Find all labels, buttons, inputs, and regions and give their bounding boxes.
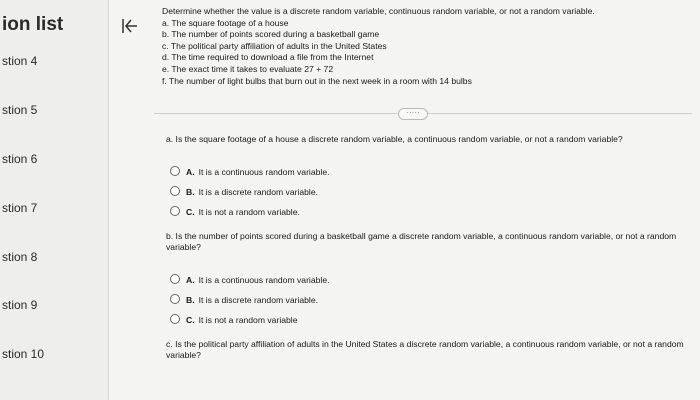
- option-a-C[interactable]: C. It is not a random variable.: [170, 206, 300, 218]
- sidebar-item-question-8[interactable]: stion 8: [2, 250, 38, 264]
- sidebar-item-question-5[interactable]: stion 5: [2, 103, 38, 117]
- sidebar-item-question-10[interactable]: stion 10: [2, 347, 45, 361]
- question-part-c: c. Is the political party affiliation of adults in the United States a discrete random variable, a continuous random variable, or not a random variable?: [166, 339, 684, 360]
- option-b-A[interactable]: A. It is a continuous random variable.: [170, 274, 329, 286]
- option-a-B[interactable]: B. It is a discrete random variable.: [170, 186, 318, 198]
- radio-button[interactable]: [170, 314, 180, 324]
- option-b-B[interactable]: B. It is a discrete random variable.: [170, 294, 318, 306]
- question-part-a: a. Is the square footage of a house a discrete random variable, a continuous random variable, or not a random variable?: [166, 134, 623, 144]
- problem-item-e: e. The exact time it takes to evaluate 27 + 72: [162, 63, 334, 74]
- problem-item-a: a. The square footage of a house: [162, 17, 289, 28]
- question-part-b: b. Is the number of points scored during a basketball game a discrete random variable, a continuous random variable, or not a random variable?: [166, 231, 677, 252]
- collapse-left-icon: [120, 16, 140, 36]
- radio-button[interactable]: [170, 186, 180, 196]
- problem-item-f: f. The number of light bulbs that burn out in the next week in a room with 14 bulbs: [162, 75, 472, 86]
- radio-button[interactable]: [170, 206, 180, 216]
- radio-button[interactable]: [170, 294, 180, 304]
- sidebar-item-question-6[interactable]: stion 6: [2, 152, 38, 166]
- problem-statement: [162, 6, 595, 87]
- option-b-C[interactable]: C. It is not a random variable: [170, 314, 297, 326]
- question-panel: [160, 0, 700, 400]
- collapse-sidebar-button[interactable]: [120, 16, 140, 36]
- option-a-A[interactable]: A. It is a continuous random variable.: [170, 166, 329, 178]
- sidebar-item-question-9[interactable]: stion 9: [2, 298, 38, 312]
- radio-button[interactable]: [170, 166, 180, 176]
- sidebar-title: ion list: [2, 14, 64, 35]
- sidebar-item-question-4[interactable]: stion 4: [2, 54, 38, 68]
- question-list-sidebar: [0, 0, 109, 400]
- problem-item-c: c. The political party affiliation of adults in the United States: [162, 40, 387, 51]
- problem-item-d: d. The time required to download a file from the Internet: [162, 52, 374, 63]
- radio-button[interactable]: [170, 274, 180, 284]
- sidebar-item-question-7[interactable]: stion 7: [2, 201, 38, 215]
- problem-item-b: b. The number of points scored during a basketball game: [162, 29, 380, 40]
- problem-prompt: Determine whether the value is a discrete random variable, continuous random variable, or not a random variable.: [162, 6, 595, 16]
- expand-more-button[interactable]: ·····: [398, 108, 428, 120]
